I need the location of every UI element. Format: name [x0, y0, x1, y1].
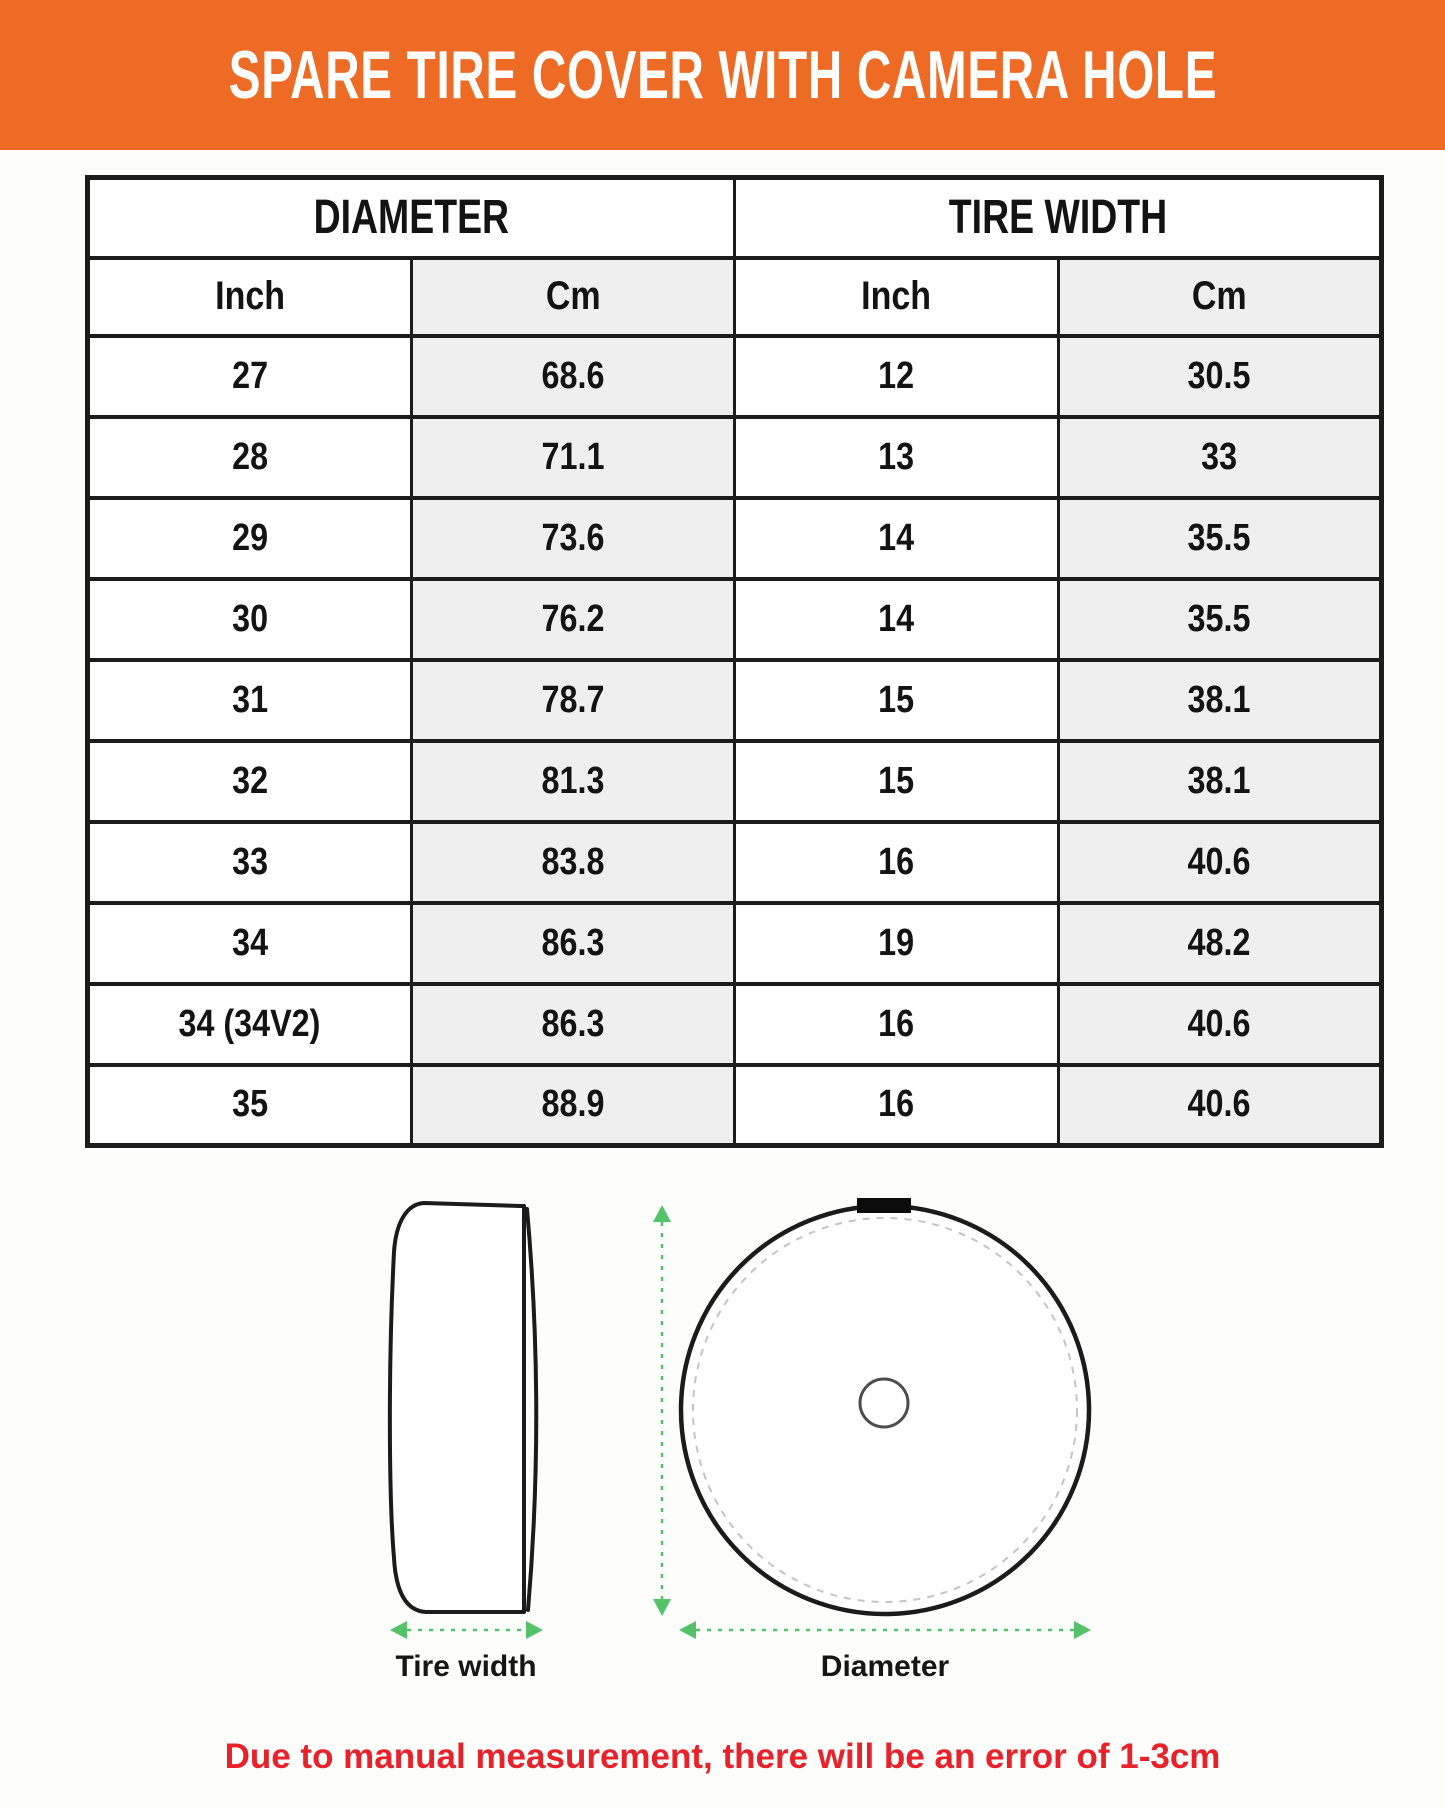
- cell-value: 32: [231, 759, 268, 802]
- table-subheader-row: [88, 258, 1382, 336]
- column-group-tire-width: [735, 178, 1382, 258]
- cell-width-inch: [735, 1065, 1059, 1146]
- cell-value: 35.5: [1187, 597, 1251, 640]
- vertical-diameter-arrow: [653, 1205, 671, 1616]
- table-row: [88, 1065, 1382, 1146]
- cell-value: 33: [1201, 435, 1238, 478]
- cell-value: 38.1: [1187, 678, 1251, 721]
- cell-value: 30.5: [1187, 354, 1251, 397]
- cell-diameter-cm: [411, 579, 735, 660]
- cell-diameter-inch: [88, 498, 412, 579]
- subheader-diameter-inch: [88, 258, 412, 336]
- arrow-left-icon: [679, 1621, 696, 1639]
- arrow-right-icon: [1074, 1621, 1091, 1639]
- cell-value: 68.6: [541, 354, 605, 397]
- cell-value: 38.1: [1187, 759, 1251, 802]
- cell-diameter-cm: [411, 660, 735, 741]
- table-row: [88, 336, 1382, 417]
- cell-width-cm: [1058, 336, 1382, 417]
- table-row: [88, 498, 1382, 579]
- cell-width-cm: [1058, 903, 1382, 984]
- cell-value: 73.6: [541, 516, 605, 559]
- cell-value: 16: [878, 840, 915, 883]
- cell-width-cm: [1058, 579, 1382, 660]
- cell-value: 15: [878, 759, 915, 802]
- subheader-diameter-cm: [411, 258, 735, 336]
- arrow-left-icon: [390, 1621, 407, 1639]
- measurement-error-note: Due to manual measurement, there will be an error of 1-3cm: [224, 1737, 1221, 1776]
- cell-diameter-inch: [88, 984, 412, 1065]
- cell-value: 86.3: [541, 921, 605, 964]
- tire-side-outline: [390, 1203, 524, 1612]
- table-row: [88, 579, 1382, 660]
- cell-value: 76.2: [541, 597, 605, 640]
- cell-value: 40.6: [1187, 1002, 1251, 1045]
- table-row: [88, 903, 1382, 984]
- tire-side-view: [390, 1203, 536, 1612]
- cell-value: 28: [231, 435, 268, 478]
- cell-width-cm: [1058, 822, 1382, 903]
- cell-value: 34: [231, 921, 268, 964]
- cell-width-inch: [735, 579, 1059, 660]
- measurement-diagram: [0, 1150, 1445, 1809]
- cell-value: 40.6: [1187, 1083, 1251, 1126]
- cell-value: 88.9: [541, 1083, 605, 1126]
- column-group-diameter: [88, 178, 735, 258]
- cell-width-inch: [735, 498, 1059, 579]
- cell-value: 81.3: [541, 759, 605, 802]
- diameter-group-label: DIAMETER: [313, 191, 510, 245]
- cell-diameter-inch: [88, 660, 412, 741]
- table-row: [88, 984, 1382, 1065]
- cell-diameter-cm: [411, 903, 735, 984]
- table-row: [88, 741, 1382, 822]
- cell-value: 40.6: [1187, 840, 1251, 883]
- cell-diameter-cm: [411, 741, 735, 822]
- cell-diameter-cm: [411, 417, 735, 498]
- cell-value: 12: [878, 354, 915, 397]
- tire-width-label: Tire width: [395, 1650, 537, 1683]
- cell-diameter-inch: [88, 336, 412, 417]
- cell-value: 16: [878, 1083, 915, 1126]
- cell-value: 78.7: [541, 678, 605, 721]
- cell-width-cm: [1058, 984, 1382, 1065]
- cell-value: 35.5: [1187, 516, 1251, 559]
- cell-value: 16: [878, 1002, 915, 1045]
- header-banner: [0, 0, 1445, 150]
- top-marker-rect: [857, 1198, 911, 1213]
- table-row: [88, 417, 1382, 498]
- cell-width-cm: [1058, 660, 1382, 741]
- page-title: [0, 0, 1445, 150]
- cell-width-inch: [735, 417, 1059, 498]
- subheader-width-cm: [1058, 258, 1382, 336]
- cell-diameter-cm: [411, 1065, 735, 1146]
- tire-width-group-label: TIRE WIDTH: [948, 191, 1167, 245]
- cell-value: 19: [878, 921, 915, 964]
- cell-width-inch: [735, 903, 1059, 984]
- cell-width-inch: [735, 984, 1059, 1065]
- subheader-label: Inch: [214, 274, 285, 318]
- cell-value: 71.1: [541, 435, 605, 478]
- cell-width-cm: [1058, 417, 1382, 498]
- tire-front-view: [681, 1198, 1089, 1614]
- subheader-label: Cm: [545, 274, 601, 318]
- subheader-label: Cm: [1191, 274, 1247, 318]
- cell-value: 14: [878, 597, 915, 640]
- cell-value: 31: [231, 678, 268, 721]
- cell-value: 29: [231, 516, 268, 559]
- cell-width-inch: [735, 336, 1059, 417]
- cell-value: 13: [878, 435, 915, 478]
- table-row: [88, 660, 1382, 741]
- cell-width-cm: [1058, 498, 1382, 579]
- cell-diameter-inch: [88, 903, 412, 984]
- cell-value: 27: [231, 354, 268, 397]
- diameter-arrow: [679, 1621, 1091, 1639]
- cell-width-cm: [1058, 741, 1382, 822]
- cell-value: 34 (34V2): [178, 1002, 321, 1045]
- page-title-text: SPARE TIRE COVER WITH CAMERA HOLE: [228, 37, 1217, 113]
- tire-side-tread-edge: [527, 1209, 536, 1610]
- arrow-right-icon: [526, 1621, 543, 1639]
- size-table: [85, 175, 1384, 1148]
- cell-width-inch: [735, 741, 1059, 822]
- cell-width-inch: [735, 660, 1059, 741]
- cell-value: 14: [878, 516, 915, 559]
- cell-diameter-cm: [411, 336, 735, 417]
- camera-hole-circle: [860, 1379, 908, 1427]
- cell-diameter-inch: [88, 822, 412, 903]
- arrow-up-icon: [653, 1205, 671, 1222]
- cell-value: 35: [231, 1083, 268, 1126]
- cell-diameter-cm: [411, 822, 735, 903]
- cell-diameter-cm: [411, 984, 735, 1065]
- subheader-label: Inch: [861, 274, 932, 318]
- cell-value: 30: [231, 597, 268, 640]
- diameter-label: Diameter: [820, 1650, 950, 1683]
- cell-diameter-inch: [88, 579, 412, 660]
- cell-value: 48.2: [1187, 921, 1251, 964]
- table-row: [88, 822, 1382, 903]
- cell-value: 33: [231, 840, 268, 883]
- cell-value: 15: [878, 678, 915, 721]
- cell-value: 83.8: [541, 840, 605, 883]
- cell-diameter-inch: [88, 741, 412, 822]
- cell-value: 86.3: [541, 1002, 605, 1045]
- cell-width-inch: [735, 822, 1059, 903]
- cell-diameter-cm: [411, 498, 735, 579]
- tire-width-arrow: [390, 1621, 543, 1639]
- table-group-header-row: [88, 178, 1382, 258]
- cell-width-cm: [1058, 1065, 1382, 1146]
- subheader-width-inch: [735, 258, 1059, 336]
- cell-diameter-inch: [88, 417, 412, 498]
- cell-diameter-inch: [88, 1065, 412, 1146]
- arrow-down-icon: [653, 1599, 671, 1616]
